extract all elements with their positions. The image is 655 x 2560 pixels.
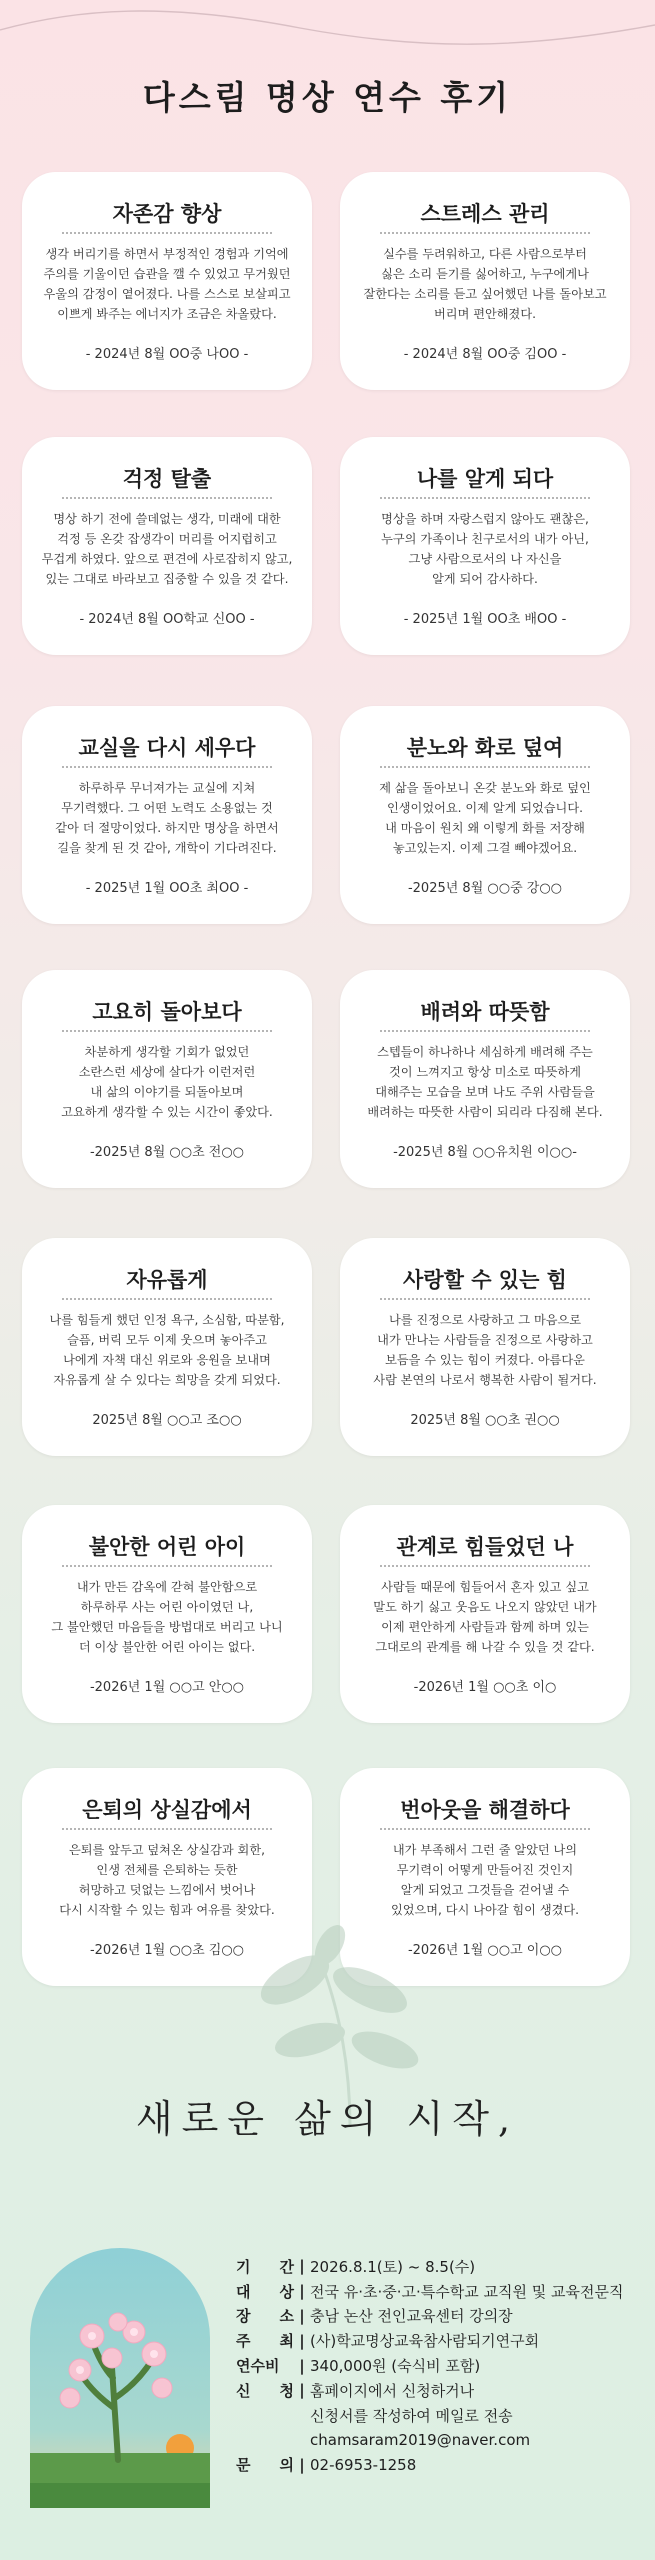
review-text-line: 더 이상 불안한 어린 아이는 없다. [78, 1640, 256, 1654]
review-signature: 2025년 8월 ○○고 조○○ [92, 1413, 242, 1428]
review-card-body [40, 1042, 294, 1122]
dotted-divider [380, 766, 590, 768]
info-label: 신 청 [236, 2381, 294, 2400]
info-label: 주 최 [236, 2332, 294, 2351]
info-value: 전국 유·초·중·고·특수학교 교직원 및 교육전문직 [310, 2282, 624, 2301]
info-separator: | [299, 2257, 305, 2276]
review-text-line: 같아 더 절망이었다. 하지만 명상을 하면서 [55, 821, 279, 835]
review-text-line: 은퇴를 앞두고 덮쳐온 상실감과 회한, [69, 1843, 265, 1857]
review-card-title: 관계로 힘들었던 나 [396, 1535, 574, 1559]
review-text-line: 제 삶을 돌아보니 온갖 분노와 화로 덮인 [379, 781, 591, 795]
review-text-line: 실수를 두려워하고, 다른 사람으로부터 [383, 247, 587, 261]
info-label: 대 상 [236, 2282, 294, 2301]
review-signature: -2026년 1월 ○○고 이○○ [407, 1943, 563, 1958]
dotted-divider [62, 766, 272, 768]
info-row [236, 2254, 646, 2279]
dotted-divider [380, 1565, 590, 1567]
review-text-line: 싫은 소리 듣기를 싫어하고, 누구에게나 [381, 267, 589, 281]
review-signature: -2026년 1월 ○○초 김○○ [89, 1943, 245, 1958]
review-card-body [358, 244, 612, 324]
review-text-line: 인생 전체를 은퇴하는 듯한 [96, 1863, 238, 1877]
review-signature: -2025년 8월 ○○초 전○○ [89, 1145, 245, 1160]
review-signature: - 2024년 8월 OO중 나OO - [85, 347, 249, 362]
review-card-body [358, 1840, 612, 1920]
review-card-body [40, 1577, 294, 1657]
info-value: 340,000원 (숙식비 포함) [310, 2357, 481, 2376]
review-signature: -2026년 1월 ○○초 이○ [413, 1680, 557, 1695]
dotted-divider [62, 232, 272, 234]
slogan-heading: 새로운 삶의 시작, [135, 2097, 520, 2141]
info-value: 2026.8.1(토) ~ 8.5(수) [310, 2257, 476, 2276]
info-label: 기 간 [236, 2257, 294, 2276]
review-text-line: 무겁게 하였다. 앞으로 편견에 사로잡히지 않고, [41, 552, 293, 566]
review-text-line: 나를 진정으로 사랑하고 그 마음으로 [388, 1313, 582, 1327]
dotted-divider [62, 1565, 272, 1567]
info-label: 연수비 [236, 2357, 280, 2376]
dotted-divider [62, 1828, 272, 1830]
review-text-line: 내가 만든 감옥에 갇혀 불안함으로 [76, 1580, 258, 1594]
review-text-line: 고요하게 생각할 수 있는 시간이 좋았다. [61, 1105, 273, 1119]
review-text-line: 있는 그대로 바라보고 집중할 수 있을 것 같다. [45, 572, 289, 586]
info-row [236, 2304, 646, 2329]
review-card [340, 1505, 630, 1723]
info-separator: | [299, 2455, 305, 2474]
info-separator: | [299, 2282, 305, 2301]
review-text-line: 하루하루 사는 어린 아이였던 나, [80, 1600, 254, 1614]
review-text-line: 보듬을 수 있는 힘이 커졌다. 아름다운 [385, 1353, 585, 1367]
info-row [236, 2378, 646, 2403]
review-card [22, 706, 312, 924]
review-text-line: 무기력이 어떻게 만들어진 것인지 [396, 1863, 574, 1877]
review-text-line: 내가 만나는 사람들을 진정으로 사랑하고 [377, 1333, 593, 1347]
info-value: (사)학교명상교육참사람되기연구회 [310, 2332, 540, 2351]
review-card-body [40, 778, 294, 858]
review-signature: 2025년 8월 ○○초 권○○ [410, 1413, 560, 1428]
info-row [236, 2403, 646, 2428]
review-signature: - 2024년 8월 OO학교 신OO - [79, 612, 255, 627]
review-text-line: 나에게 자책 대신 위로와 응원을 보내며 [63, 1353, 271, 1367]
info-separator: | [299, 2356, 305, 2375]
review-signature: -2025년 8월 ○○유치원 이○○- [393, 1145, 577, 1160]
review-card [22, 1505, 312, 1723]
review-text-line: 걱정 등 온갖 잡생각이 머리를 어지럽히고 [57, 532, 277, 546]
review-text-line: 그 불안했던 마음들을 방법대로 버리고 나니 [51, 1620, 283, 1634]
flowering-tree-artwork [30, 2248, 210, 2508]
info-label: 장 소 [236, 2307, 294, 2326]
review-card [22, 970, 312, 1188]
review-text-line: 놓고있는지. 이제 그걸 빼야겠어요. [392, 841, 578, 855]
review-card [22, 437, 312, 655]
review-text-line: 대해주는 모습을 보며 나도 주위 사람들을 [375, 1085, 595, 1099]
review-signature: -2026년 1월 ○○고 안○○ [89, 1680, 245, 1695]
info-row [236, 2428, 646, 2453]
review-card-body [358, 1042, 612, 1122]
review-text-line: 명상을 하며 자랑스럽지 않아도 괜찮은, [381, 512, 589, 526]
review-signature: - 2025년 1월 OO초 배OO - [403, 612, 567, 627]
review-card-title: 은퇴의 상실감에서 [82, 1798, 252, 1822]
info-value: 신청서를 작성하여 메일로 전송 [310, 2406, 513, 2425]
dotted-divider [62, 497, 272, 499]
review-text-line: 내 마음이 원치 왜 이렇게 화를 저장해 [385, 821, 585, 835]
review-card [340, 1238, 630, 1456]
review-text-line: 잘한다는 소리를 듣고 싶어했던 나를 돌아보고 [363, 287, 607, 301]
review-text-line: 우울의 감정이 옅어졌다. 나를 스스로 보살피고 [43, 287, 291, 301]
review-text-line: 소란스런 세상에 살다가 이런저런 [78, 1065, 256, 1079]
review-text-line: 버리며 편안해졌다. [434, 307, 536, 321]
info-separator: | [299, 2331, 305, 2350]
review-text-line: 자유롭게 살 수 있다는 희망을 갖게 되었다. [53, 1373, 281, 1387]
review-text-line: 말도 하기 싫고 웃음도 나오지 않았던 내가 [373, 1600, 597, 1614]
review-signature: - 2025년 1월 OO초 최OO - [85, 881, 249, 896]
review-card-title: 자유롭게 [126, 1268, 208, 1292]
review-card [340, 172, 630, 390]
review-card-title: 배려와 따뜻함 [420, 1000, 550, 1024]
review-card [340, 706, 630, 924]
review-card-title: 불안한 어린 아이 [88, 1535, 246, 1559]
info-value: 충남 논산 전인교육센터 강의장 [310, 2307, 513, 2326]
review-text-line: 있었으며, 다시 나아갈 힘이 생겼다. [390, 1903, 580, 1917]
decorative-wave-line [0, 0, 655, 80]
review-text-line: 길을 찾게 된 것 같아, 개학이 기다려진다. [57, 841, 277, 855]
dotted-divider [380, 1298, 590, 1300]
review-text-line: 내가 부족해서 그런 줄 알았던 나의 [392, 1843, 578, 1857]
review-text-line: 이쁘게 봐주는 에너지가 조금은 차올랐다. [57, 307, 277, 321]
review-card-body [40, 244, 294, 324]
review-card-body [358, 1577, 612, 1657]
review-card-title: 사랑할 수 있는 힘 [403, 1268, 567, 1292]
review-card-body [358, 778, 612, 858]
dotted-divider [62, 1030, 272, 1032]
review-text-line: 스텝들이 하나하나 세심하게 배려해 주는 [377, 1045, 593, 1059]
review-card-body [40, 1840, 294, 1920]
info-separator: | [299, 2306, 305, 2325]
review-card-body [358, 509, 612, 589]
review-card-title: 나를 알게 되다 [416, 467, 554, 491]
review-text-line: 알게 되었고 그것들을 걷어낼 수 [400, 1883, 570, 1897]
review-text-line: 하루하루 무너져가는 교실에 지쳐 [78, 781, 256, 795]
review-text-line: 배려하는 따뜻한 사람이 되리라 다짐해 본다. [367, 1105, 603, 1119]
review-card [340, 437, 630, 655]
info-value: chamsaram2019@naver.com [310, 2430, 531, 2449]
review-card-title: 고요히 돌아보다 [92, 1000, 242, 1024]
dotted-divider [380, 497, 590, 499]
dotted-divider [380, 232, 590, 234]
review-signature: - 2024년 8월 OO중 김OO - [403, 347, 567, 362]
review-text-line: 알게 되어 감사하다. [432, 572, 538, 586]
review-text-line: 나를 힘들게 했던 인정 욕구, 소심함, 따분함, [49, 1313, 285, 1327]
review-card [22, 172, 312, 390]
review-card [340, 970, 630, 1188]
review-text-line: 무기력했다. 그 어떤 노력도 소용없는 것 [61, 801, 273, 815]
review-card-body [40, 509, 294, 589]
review-card-title: 교실을 다시 세우다 [78, 736, 256, 760]
review-text-line: 이제 편안하게 사람들과 함께 하며 있는 [381, 1620, 589, 1634]
review-card-title: 자존감 향상 [112, 202, 222, 226]
info-row [236, 2353, 646, 2378]
info-row [236, 2328, 646, 2353]
review-text-line: 명상 하기 전에 쓸데없는 생각, 미래에 대한 [53, 512, 281, 526]
review-card [22, 1238, 312, 1456]
review-card-title: 스트레스 관리 [420, 202, 550, 226]
review-text-line: 차분하게 생각할 기회가 없었던 [84, 1045, 250, 1059]
review-card-title: 번아웃을 해결하다 [400, 1798, 570, 1822]
review-text-line: 인생이었어요. 이제 알게 되었습니다. [387, 801, 583, 815]
review-text-line: 주의를 기울이던 습관을 깰 수 있었고 무거웠던 [43, 267, 291, 281]
info-row [236, 2452, 646, 2477]
review-text-line: 그대로의 관계를 해 나갈 수 있을 것 같다. [375, 1640, 595, 1654]
review-signature: -2025년 8월 ○○중 강○○ [407, 881, 563, 896]
review-card-body [358, 1310, 612, 1390]
review-text-line: 것이 느껴지고 항상 미소로 따뜻하게 [388, 1065, 582, 1079]
review-text-line: 그냥 사람으로서의 나 자신을 [408, 552, 562, 566]
review-text-line: 슬픔, 버릭 모두 이제 웃으며 놓아주고 [67, 1333, 267, 1347]
dotted-divider [380, 1030, 590, 1032]
page-title: 다스림 명상 연수 후기 [142, 78, 513, 117]
info-value: 02-6953-1258 [310, 2455, 417, 2474]
review-card-body [40, 1310, 294, 1390]
review-text-line: 내 삶의 이야기를 되돌아보며 [90, 1085, 244, 1099]
info-value: 홈페이지에서 신청하거나 [310, 2381, 475, 2400]
review-card-title: 걱정 탈출 [122, 467, 212, 491]
review-text-line: 생각 버리기를 하면서 부정적인 경험과 기억에 [45, 247, 289, 261]
info-separator: | [299, 2381, 305, 2400]
review-text-line: 허망하고 덧없는 느낌에서 벗어나 [78, 1883, 256, 1897]
review-text-line: 누구의 가족이나 친구로서의 내가 아닌, [381, 532, 589, 546]
dotted-divider [380, 1828, 590, 1830]
dotted-divider [62, 1298, 272, 1300]
review-text-line: 사람 본연의 나로서 행복한 사람이 될거다. [373, 1373, 597, 1387]
review-text-line: 다시 시작할 수 있는 힘과 여유를 찾았다. [59, 1903, 275, 1917]
info-label: 문 의 [236, 2456, 294, 2475]
review-text-line: 사람들 때문에 힘들어서 혼자 있고 싶고 [381, 1580, 589, 1594]
event-info-table [236, 2254, 646, 2477]
review-card-title: 분노와 화로 덮여 [406, 736, 564, 760]
info-row [236, 2279, 646, 2304]
